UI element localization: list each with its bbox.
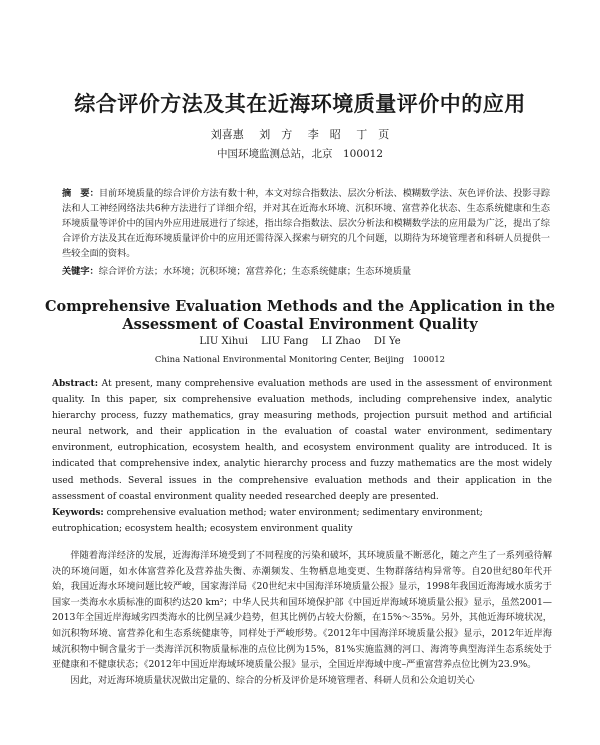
affiliation-en: China National Environmental Monitoring Center, Beijing 100012 [154,355,446,365]
keywords-label-cn: 关键字： [62,266,99,277]
author-name: 刘喜惠 [210,128,244,141]
author-name: 丁 页 [356,128,390,141]
keywords-cn [62,264,550,279]
abstract-cn [62,186,550,261]
body-paragraph: 伴随着海洋经济的发展，近海海洋环境受到了不同程度的污染和破坏，其环境质量不断恶化，随之产生了一系列亟待解决的环境问题，如水体富营养化及营养盐失衡、赤潮频发、生物栖息地变更、生物群落结构异常等。自20世纪80年代开始，我国近海水环境问题比较严峻，国家海洋局《20世纪末中国海洋环境质量公报》显示，1998年我国近海海域水质劣于国家一类海水水质标准的面积约达20 km²；中华人民共和国环境保护部《中国近岸海域环境质量公报》显示，虽然2001—2013年全国近岸海域劣四类海水的比例呈减少趋势，但其比例仍占较大份额，在15%～35%。另外，其他近海环境状况，如沉积物环境、富营养化和生态系统健康等，同样处于严峻形势。《2012年中国海洋环境质量公报》显示，2012年近岸海域沉积物中铜含量劣于一类海洋沉积物质量标准的点位比例为15%，81%实施监测的河口、海湾等典型海洋生态系统处于亚健康和不健康状态；《2012年中国近岸海域环境质量公报》显示，全国近岸海域中度–严重富营养点位比例为23.9%。 [52,550,552,671]
abstract-label-cn: 摘 要： [62,188,99,199]
abstract-label-en: Abstract: [52,379,99,389]
abstract-text-en: At present, many comprehensive evaluation methods are used in the assessment of environment quality. In this paper, six comprehensive evaluation methods, including comprehensive index, analytic hierarchy process, fuzzy mathematics, gray measuring methods, projection pursuit method and artificial neural network, and their application in the evaluation of coastal water environment, sedimentary environment, eutrophication, ecosystem health, and ecosystem environment quality are introduced. It is indicated that comprehensive index, analytic hierarchy process and fuzzy mathematics are the most widely used methods. Several issues in the comprehensive evaluation methods and their application in the assessment of coastal environment quality needed researched deeply are presented. [52,379,552,502]
body-paragraph: 因此，对近海环境质量状况做出定量的、综合的分析及评价是环境管理者、科研人员和公众追切关心 [70,674,475,686]
author-name: 刘 方 [259,128,293,141]
body-text [52,548,552,688]
keywords-en [52,505,552,537]
author-list-cn [0,126,600,142]
author-name: DI Ye [373,336,401,347]
keywords-text-cn: 综合评价方法；水环境；沉积环境；富营养化；生态系统健康；生态环境质量 [98,266,412,277]
author-name: LIU Fang [261,336,309,347]
paper-title-en [0,298,600,334]
keywords-label-en: Keywords: [52,508,104,518]
author-name: LI Zhao [321,336,361,347]
title-line-1: Comprehensive Evaluation Methods and the Application in the [45,298,555,315]
abstract-en [52,376,552,505]
author-name: LIU Xihui [199,336,248,347]
author-name: 李 昭 [307,128,341,141]
affiliation-cn: 中国环境监测总站，北京 100012 [216,148,384,160]
abstract-text-cn: 目前环境质量的综合评价方法有数十种，本文对综合指数法、层次分析法、模糊数学法、灰色评价法、投影寻踪法和人工神经网络法共6种方法进行了详细介绍，并对其在近海水环境、沉积环境、富营养化状态、生态系统健康和生态环境质量等评价中的国内外应用进展进行了综述，指出综合指数法、层次分析法和模糊数学法的应用最为广泛，提出了综合评价方法及其在近海环境质量评价中的应用还需待深入探索与研究的几个问题，以期待为环境管理者和科研人员提供一些较全面的资料。 [62,188,551,259]
title-line-2: Assessment of Coastal Environment Quality [122,316,478,333]
keywords-text-en: comprehensive evaluation method; water environment; sedimentary environment; eutrophication; ecosystem health; ecosystem environment quality [52,508,483,534]
paper-title-cn: 综合评价方法及其在近海环境质量评价中的应用 [74,91,526,116]
author-list-en [0,336,600,347]
